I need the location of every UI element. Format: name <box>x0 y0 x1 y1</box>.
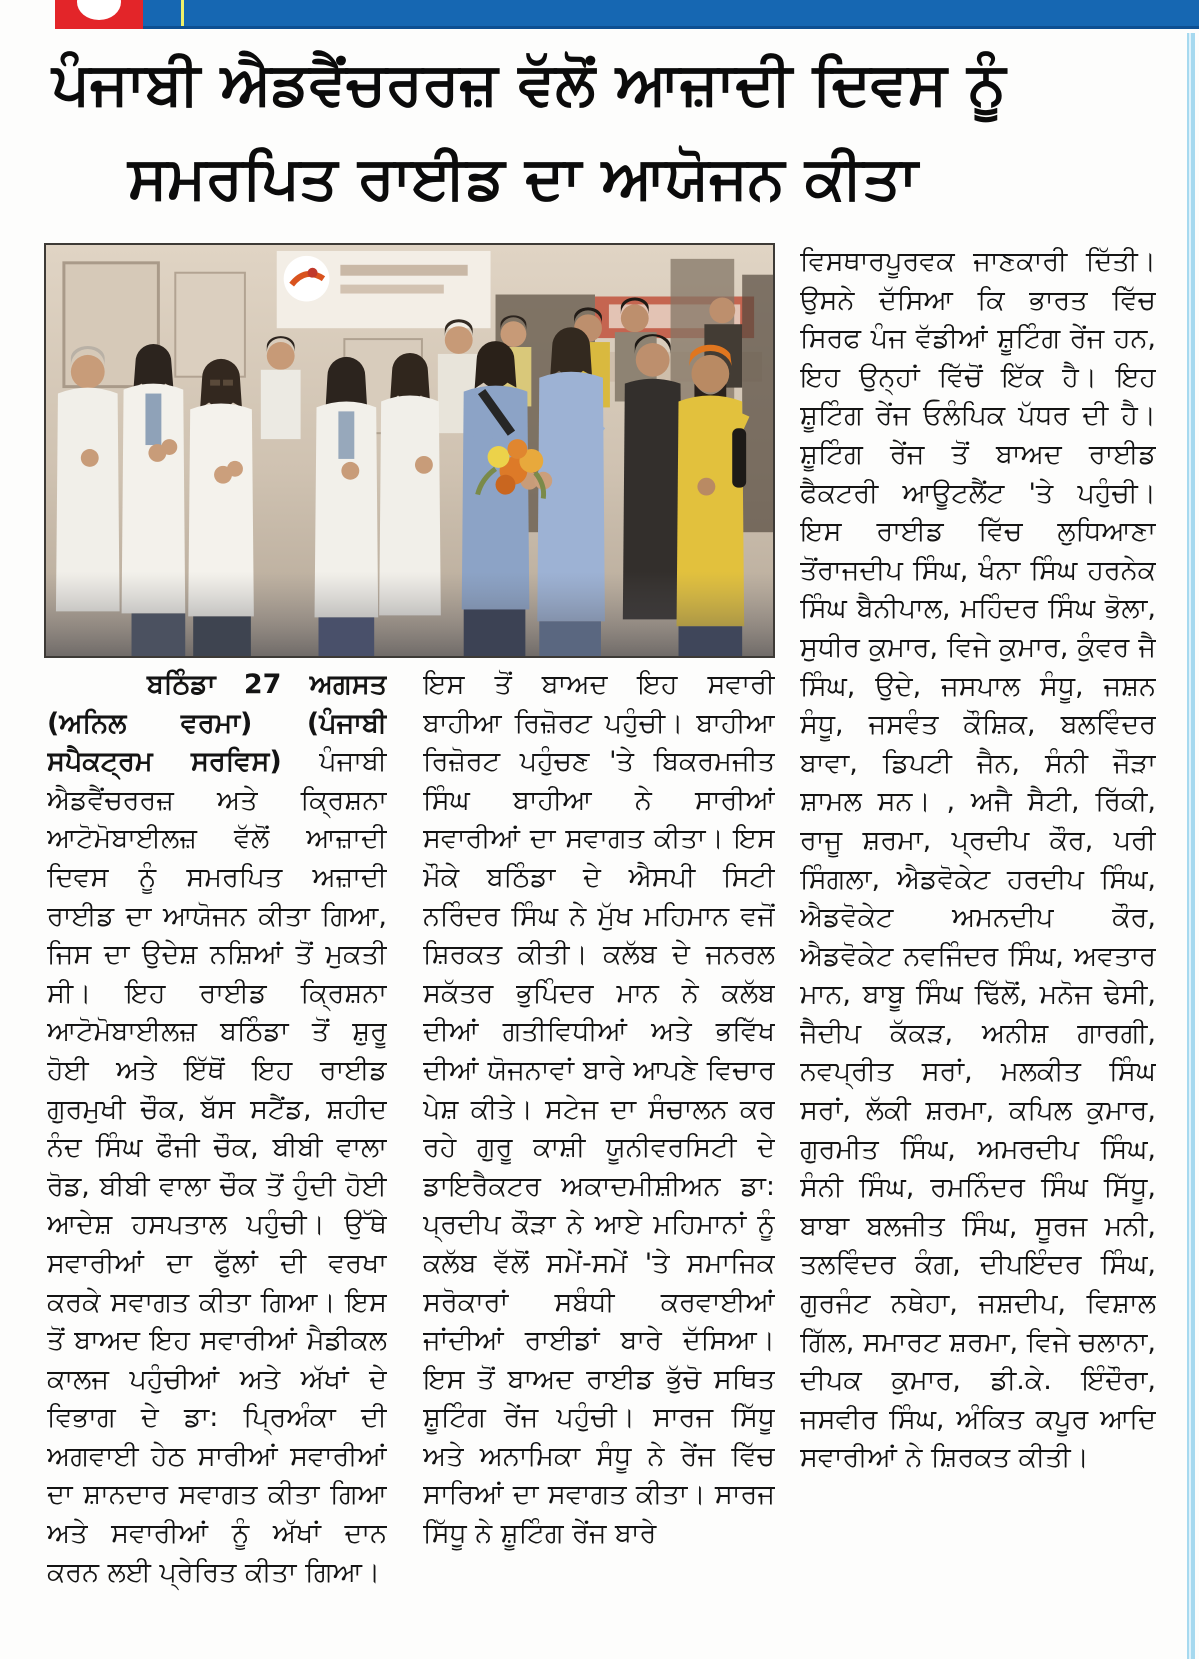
column-2-body-text: ਇਸ ਤੋਂ ਬਾਅਦ ਇਹ ਸਵਾਰੀ ਬਾਹੀਆ ਰਿਜ਼ੋਰਟ ਪਹੁੰਚੀ। ਬਾਹੀਆ ਰਿਜ਼ੋਰਟ ਪਹੁੰਚਣ 'ਤੇ ਬਿਕਰਮਜੀਤ ਸਿੰਘ ਬਾਹੀਆ ਨੇ ਸਾਰੀਆਂ ਸਵਾਰੀਆਂ ਦਾ ਸਵਾਗਤ ਕੀਤਾ। ਇਸ ਮੌਕੇ ਬਠਿੰਡਾ ਦੇ ਐਸਪੀ ਸਿਟੀ ਨਰਿੰਦਰ ਸਿੰਘ ਨੇ ਮੁੱਖ ਮਹਿਮਾਨ ਵਜੋਂ ਸ਼ਿਰਕਤ ਕੀਤੀ। ਕਲੱਬ ਦੇ ਜਨਰਲ ਸਕੱਤਰ ਭੁਪਿੰਦਰ ਮਾਨ ਨੇ ਕਲੱਬ ਦੀਆਂ ਗਤੀਵਿਧੀਆਂ ਅਤੇ ਭਵਿੱਖ ਦੀਆਂ ਯੋਜਨਾਵਾਂ ਬਾਰੇ ਆਪਣੇ ਵਿਚਾਰ ਪੇਸ਼ ਕੀਤੇ। ਸਟੇਜ ਦਾ ਸੰਚਾਲਨ ਕਰ ਰਹੇ ਗੁਰੂ ਕਾਸ਼ੀ ਯੂਨੀਵਰਸਿਟੀ ਦੇ ਡਾਇਰੈਕਟਰ ਅਕਾਦਮੀਸ਼ੀਅਨ ਡਾ: ਪ੍ਰਦੀਪ ਕੌੜਾ ਨੇ ਆਏ ਮਹਿਮਾਨਾਂ ਨੂੰ ਕਲੱਬ ਵੱਲੋਂ ਸਮੇਂ-ਸਮੇਂ 'ਤੇ ਸਮਾਜਿਕ ਸਰੋਕਾਰਾਂ ਸਬੰਧੀ ਕਰਵਾਈਆਂ ਜਾਂਦੀਆਂ ਰਾਈਡਾਂ ਬਾਰੇ ਦੱਸਿਆ। ਇਸ ਤੋਂ ਬਾਅਦ ਰਾਈਡ ਭੁੱਚੋ ਸਥਿਤ ਸ਼ੂਟਿੰਗ ਰੇਂਜ ਪਹੁੰਚੀ। ਸਾਰਜ ਸਿੱਧੂ ਅਤੇ ਅਨਾਮਿਕਾ ਸੰਧੂ ਨੇ ਰੇਂਜ ਵਿੱਚ ਸਾਰਿਆਂ ਦਾ ਸਵਾਗਤ ਕੀਤਾ। ਸਾਰਜ ਸਿੱਧੂ ਨੇ ਸ਼ੂਟਿੰਗ ਰੇਂਜ ਬਾਰੇ <box>423 669 775 1550</box>
headline-line-1: ਪੰਜਾਬੀ ਐਡਵੈਂਚਰਰਜ਼ ਵੱਲੋਂ ਆਜ਼ਾਦੀ ਦਿਵਸ ਨੂੰ <box>52 49 1006 118</box>
article-photo <box>44 243 775 658</box>
dateline: ਬਠਿੰਡਾ 27 ਅਗਸਤ (ਅਨਿਲ ਵਰਮਾ) (ਪੰਜਾਬੀ ਸਪੈਕਟ੍ਰਮ ਸਰਵਿਸ) <box>47 669 387 778</box>
masthead-blue-bar <box>143 0 1199 29</box>
page-border <box>1187 33 1195 1659</box>
article-column-3 <box>800 243 1156 1644</box>
masthead-accent-line <box>181 0 184 26</box>
column-1-body-text: ਪੰਜਾਬੀ ਐਡਵੈਂਚਰਰਜ਼ ਅਤੇ ਕ੍ਰਿਸ਼ਨਾ ਆਟੋਮੋਬਾਈਲਜ਼ ਵੱਲੋਂ ਆਜ਼ਾਦੀ ਦਿਵਸ ਨੂੰ ਸਮਰਪਿਤ ਅਜ਼ਾਦੀ ਰਾਈਡ ਦਾ ਆਯੋਜਨ ਕੀਤਾ ਗਿਆ, ਜਿਸ ਦਾ ਉਦੇਸ਼ ਨਸ਼ਿਆਂ ਤੋਂ ਮੁਕਤੀ ਸੀ। ਇਹ ਰਾਈਡ ਕ੍ਰਿਸ਼ਨਾ ਆਟੋਮੋਬਾਈਲਜ਼ ਬਠਿੰਡਾ ਤੋਂ ਸ਼ੁਰੂ ਹੋਈ ਅਤੇ ਇੱਥੋਂ ਇਹ ਰਾਈਡ ਗੁਰਮੁਖੀ ਚੌਕ, ਬੱਸ ਸਟੈਂਡ, ਸ਼ਹੀਦ ਨੰਦ ਸਿੰਘ ਫੌਜੀ ਚੌਕ, ਬੀਬੀ ਵਾਲਾ ਰੋਡ, ਬੀਬੀ ਵਾਲਾ ਚੌਕ ਤੋਂ ਹੁੰਦੀ ਹੋਈ ਆਦੇਸ਼ ਹਸਪਤਾਲ ਪਹੁੰਚੀ। ਉੱਥੇ ਸਵਾਰੀਆਂ ਦਾ ਫੁੱਲਾਂ ਦੀ ਵਰਖਾ ਕਰਕੇ ਸਵਾਗਤ ਕੀਤਾ ਗਿਆ। ਇਸ ਤੋਂ ਬਾਅਦ ਇਹ ਸਵਾਰੀਆਂ ਮੈਡੀਕਲ ਕਾਲਜ ਪਹੁੰਚੀਆਂ ਅਤੇ ਅੱਖਾਂ ਦੇ ਵਿਭਾਗ ਦੇ ਡਾ: ਪ੍ਰਿਅੰਕਾ ਦੀ ਅਗਵਾਈ ਹੇਠ ਸਾਰੀਆਂ ਸਵਾਰੀਆਂ ਦਾ ਸ਼ਾਨਦਾਰ ਸਵਾਗਤ ਕੀਤਾ ਗਿਆ ਅਤੇ ਸਵਾਰੀਆਂ ਨੂੰ ਅੱਖਾਂ ਦਾਨ ਕਰਨ ਲਈ ਪ੍ਰੇਰਿਤ ਕੀਤਾ ਗਿਆ। <box>47 746 387 1588</box>
headline-line-2: ਸਮਰਪਿਤ ਰਾਈਡ ਦਾ ਆਯੋਜਨ ਕੀਤਾ <box>128 143 918 212</box>
article-column-2 <box>423 666 775 1644</box>
column-3-body-text: ਵਿਸਥਾਰਪੂਰਵਕ ਜਾਣਕਾਰੀ ਦਿੱਤੀ। ਉਸਨੇ ਦੱਸਿਆ ਕਿ ਭਾਰਤ ਵਿੱਚ ਸਿਰਫ ਪੰਜ ਵੱਡੀਆਂ ਸ਼ੂਟਿੰਗ ਰੇਂਜ ਹਨ, ਇਹ ਉਨ੍ਹਾਂ ਵਿੱਚੋਂ ਇੱਕ ਹੈ। ਇਹ ਸ਼ੂਟਿੰਗ ਰੇਂਜ ਓਲੰਪਿਕ ਪੱਧਰ ਦੀ ਹੈ। ਸ਼ੂਟਿੰਗ ਰੇਂਜ ਤੋਂ ਬਾਅਦ ਰਾਈਡ ਫੈਕਟਰੀ ਆਊਟਲੈਂਟ 'ਤੇ ਪਹੁੰਚੀ। ਇਸ ਰਾਈਡ ਵਿੱਚ ਲੁਧਿਆਣਾ ਤੋਂਰਾਜਦੀਪ ਸਿੰਘ, ਖੰਨਾ ਸਿੰਘ ਹਰਨੇਕ ਸਿੰਘ ਬੈਨੀਪਾਲ, ਮਹਿੰਦਰ ਸਿੰਘ ਭੋਲਾ, ਸੁਧੀਰ ਕੁਮਾਰ, ਵਿਜੇ ਕੁਮਾਰ, ਕੁੰਵਰ ਜੈ ਸਿੰਘ, ਉਦੇ, ਜਸਪਾਲ ਸੰਧੂ, ਜਸ਼ਨ ਸੰਧੂ, ਜਸਵੰਤ ਕੌਸ਼ਿਕ, ਬਲਵਿੰਦਰ ਬਾਵਾ, ਡਿਪਟੀ ਜੈਨ, ਸੰਨੀ ਜੌੜਾ ਸ਼ਾਮਲ ਸਨ। , ਅਜੈ ਸੈਟੀ, ਰਿੱਕੀ, ਰਾਜੂ ਸ਼ਰਮਾ, ਪ੍ਰਦੀਪ ਕੌਰ, ਪਰੀ ਸਿੰਗਲਾ, ਐਡਵੋਕੇਟ ਹਰਦੀਪ ਸਿੰਘ, ਐਡਵੋਕੇਟ ਅਮਨਦੀਪ ਕੌਰ, ਐਡਵੋਕੇਟ ਨਵਜਿੰਦਰ ਸਿੰਘ, ਅਵਤਾਰ ਮਾਨ, ਬਾਬੂ ਸਿੰਘ ਢਿੱਲੋਂ, ਮਨੋਜ ਢੇਸੀ, ਜੈਦੀਪ ਕੱਕੜ, ਅਨੀਸ਼ ਗਾਰਗੀ, ਨਵਪ੍ਰੀਤ ਸਰਾਂ, ਮਲਕੀਤ ਸਿੰਘ ਸਰਾਂ, ਲੱਕੀ ਸ਼ਰਮਾ, ਕਪਿਲ ਕੁਮਾਰ, ਗੁਰਮੀਤ ਸਿੰਘ, ਅਮਰਦੀਪ ਸਿੰਘ, ਸੰਨੀ ਸਿੰਘ, ਰਮਨਿੰਦਰ ਸਿੰਘ ਸਿੱਧੂ, ਬਾਬਾ ਬਲਜੀਤ ਸਿੰਘ, ਸੂਰਜ ਮਨੀ, ਤਲਵਿੰਦਰ ਕੰਗ, ਦੀਪਇੰਦਰ ਸਿੰਘ, ਗੁਰਜੰਟ ਨਥੇਹਾ, ਜਸ਼ਦੀਪ, ਵਿਸ਼ਾਲ ਗਿੱਲ, ਸਮਾਰਟ ਸ਼ਰਮਾ, ਵਿਜੇ ਚਲਾਨਾ, ਦੀਪਕ ਕੁਮਾਰ, ਡੀ.ਕੇ. ਇੰਦੌਰਾ, ਜਸਵੀਰ ਸਿੰਘ, ਅੰਕਿਤ ਕਪੂਰ ਆਦਿ ਸਵਾਰੀਆਂ ਨੇ ਸ਼ਿਰਕਤ ਕੀਤੀ। <box>800 246 1156 1474</box>
article-column-1 <box>47 666 387 1644</box>
group-photo-illustration <box>46 245 773 656</box>
newspaper-logo-icon <box>77 0 121 20</box>
newspaper-logo-box <box>55 0 143 29</box>
article-paragraph <box>47 666 387 1592</box>
